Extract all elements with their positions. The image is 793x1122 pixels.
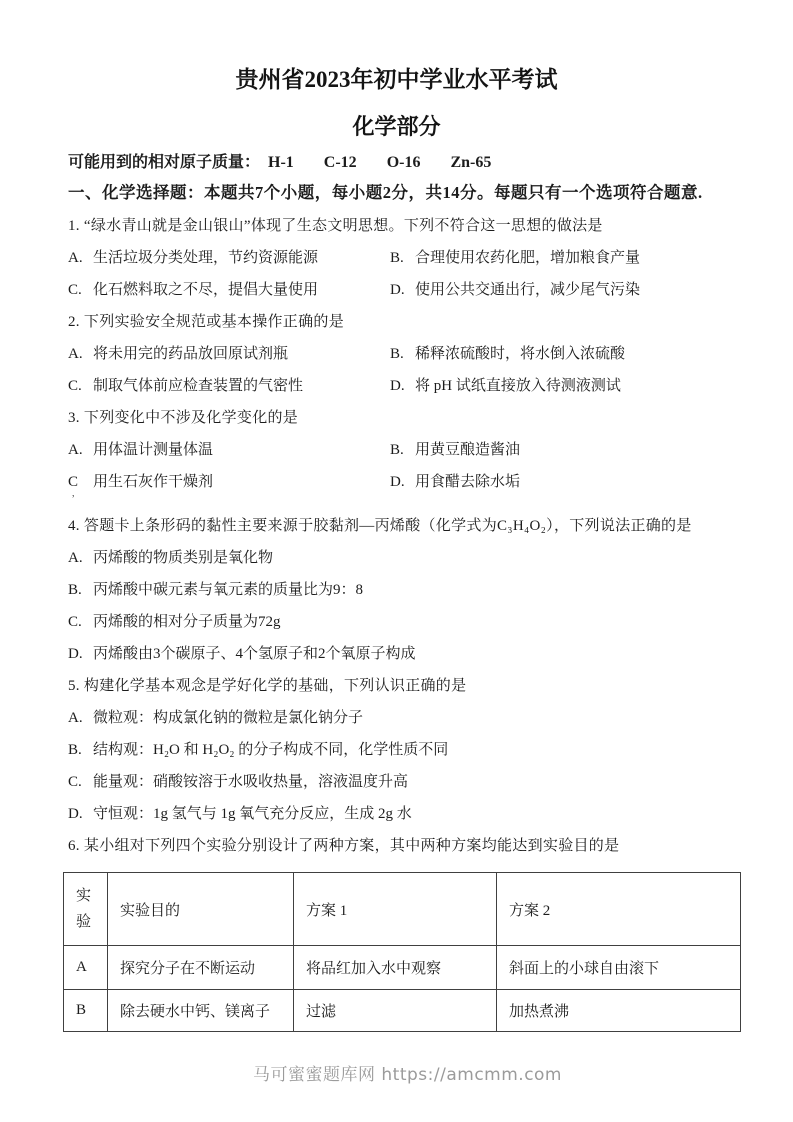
atomic-mass-value: H-1 [268,154,294,171]
option-text: 守恒观：1g 氢气与 1g 氧气充分反应，生成 2g 水 [93,806,412,822]
question-4-option-c [68,612,737,632]
option-text: 用食醋去除水垢 [415,474,521,490]
option-text: 微粒观：构成氯化钠的微粒是氯化钠分子 [93,710,364,726]
option-label: C [68,474,79,490]
option-label: B. [390,250,404,266]
option-text: 丙烯酸中碳元素与氧元素的质量比为9：8 [93,582,364,598]
experiment-table [63,872,741,1032]
table-cell-label: B [64,990,108,1032]
question-2-option-c [68,376,390,396]
option-label: C. [68,614,82,630]
section-heading: 一、化学选择题：本题共7个小题，每小题2分，共14分。每题只有一个选项符合题意. [68,183,703,202]
option-label: B. [68,742,82,758]
question-4-option-d [68,644,737,664]
option-text: 用体温计测量体温 [93,442,214,458]
table-cell-plan2: 加热煮沸 [497,990,741,1032]
question-5-stem: 5. 构建化学基本观念是学好化学的基础，下列认识正确的是 [68,678,467,694]
option-label: A. [68,710,83,726]
question-5-option-a [68,708,737,728]
option-text: 使用公共交通出行，减少尾气污染 [415,282,641,298]
question-1-option-d [390,280,737,300]
exam-content [0,152,793,1032]
table-cell-plan2: 斜面上的小球自由滚下 [497,946,741,990]
option-label: B. [68,582,82,598]
question-4-stem: 4. 答题卡上条形码的黏性主要来源于胶黏剂—丙烯酸（化学式为C₃H₄O₂），下列说法正确的是 [68,518,692,534]
question-2 [68,312,737,396]
option-label: A. [68,442,83,458]
question-5-option-b [68,740,737,760]
question-6 [68,836,737,1032]
page-title: 贵州省2023年初中学业水平考试 [235,67,558,92]
question-1-option-c [68,280,390,300]
question-2-option-b [390,344,737,364]
option-text: 丙烯酸的物质类别是氧化物 [93,550,274,566]
option-text: 将 pH 试纸直接放入待测液测试 [415,378,621,394]
option-label: C. [68,378,82,394]
question-1-option-b [390,248,737,268]
question-3-option-b [390,440,737,460]
option-text: 丙烯酸由3个碳原子、4个氢原子和2个氧原子构成 [93,646,416,662]
table-header-experiment: 实验 [64,873,108,946]
question-5-option-d [68,804,737,824]
option-label: D. [68,646,83,662]
option-text: 丙烯酸的相对分子质量为72g [93,614,281,630]
question-1-stem: 1. “绿水青山就是金山银山”体现了生态文明思想。下列不符合这一思想的做法是 [68,218,603,234]
option-text: 用黄豆酿造酱油 [415,442,521,458]
scan-artifact-mark: , [72,488,75,499]
option-text: 用生石灰作干燥剂 [93,474,214,490]
table-cell-purpose: 探究分子在不断运动 [108,946,294,990]
option-label: D. [68,806,83,822]
option-label: D. [390,474,405,490]
option-text: 化石燃料取之不尽，提倡大量使用 [93,282,319,298]
table-cell-label: A [64,946,108,990]
table-cell-plan1: 将品红加入水中观察 [294,946,497,990]
question-3-option-a [68,440,390,460]
question-2-option-d [390,376,737,396]
option-text: 结构观：H₂O 和 H₂O₂ 的分子构成不同，化学性质不同 [93,742,449,758]
option-label: D. [390,282,405,298]
option-label: D. [390,378,405,394]
atomic-mass-value: C-12 [323,154,357,171]
question-3-option-c [68,472,390,499]
question-2-option-a [68,344,390,364]
question-5-option-c [68,772,737,792]
question-3 [68,408,737,499]
table-header-plan2: 方案 2 [497,873,741,946]
table-row [64,990,741,1032]
question-1 [68,216,737,300]
footer-watermark: 马可蜜蜜题库网 https://amcmm.com [253,1065,562,1085]
table-row [64,946,741,990]
page-subtitle: 化学部分 [352,114,441,139]
option-text: 将未用完的药品放回原试剂瓶 [93,346,289,362]
question-2-stem: 2. 下列实验安全规范或基本操作正确的是 [68,314,345,330]
atomic-mass-value: O-16 [386,154,421,171]
option-label: A. [68,346,83,362]
question-4-option-b [68,580,737,600]
option-text: 制取气体前应检查装置的气密性 [93,378,304,394]
table-header-plan1: 方案 1 [294,873,497,946]
table-cell-plan1: 过滤 [294,990,497,1032]
question-4-option-a [68,548,737,568]
question-5 [68,676,737,824]
option-text: 稀释浓硫酸时，将水倒入浓硫酸 [415,346,626,362]
atomic-mass-value: Zn-65 [450,154,492,171]
option-label: B. [390,442,404,458]
question-3-option-d [390,472,737,492]
option-label: C. [68,282,82,298]
table-header-purpose: 实验目的 [108,873,294,946]
option-label: B. [390,346,404,362]
option-label: C. [68,774,82,790]
atomic-mass-line [68,152,737,174]
question-1-option-a [68,248,390,268]
option-label: A. [68,550,83,566]
option-text: 生活垃圾分类处理，节约资源能源 [93,250,319,266]
option-label: A. [68,250,83,266]
option-text: 合理使用农药化肥，增加粮食产量 [415,250,641,266]
question-4 [68,516,737,664]
option-text: 能量观：硝酸铵溶于水吸收热量，溶液温度升高 [93,774,409,790]
question-6-stem: 6. 某小组对下列四个实验分别设计了两种方案，其中两种方案均能达到实验目的是 [68,838,620,854]
table-cell-purpose: 除去硬水中钙、镁离子 [108,990,294,1032]
question-3-stem: 3. 下列变化中不涉及化学变化的是 [68,410,299,426]
atomic-mass-label: 可能用到的相对原子质量： [68,154,261,171]
table-header-row [64,873,741,946]
